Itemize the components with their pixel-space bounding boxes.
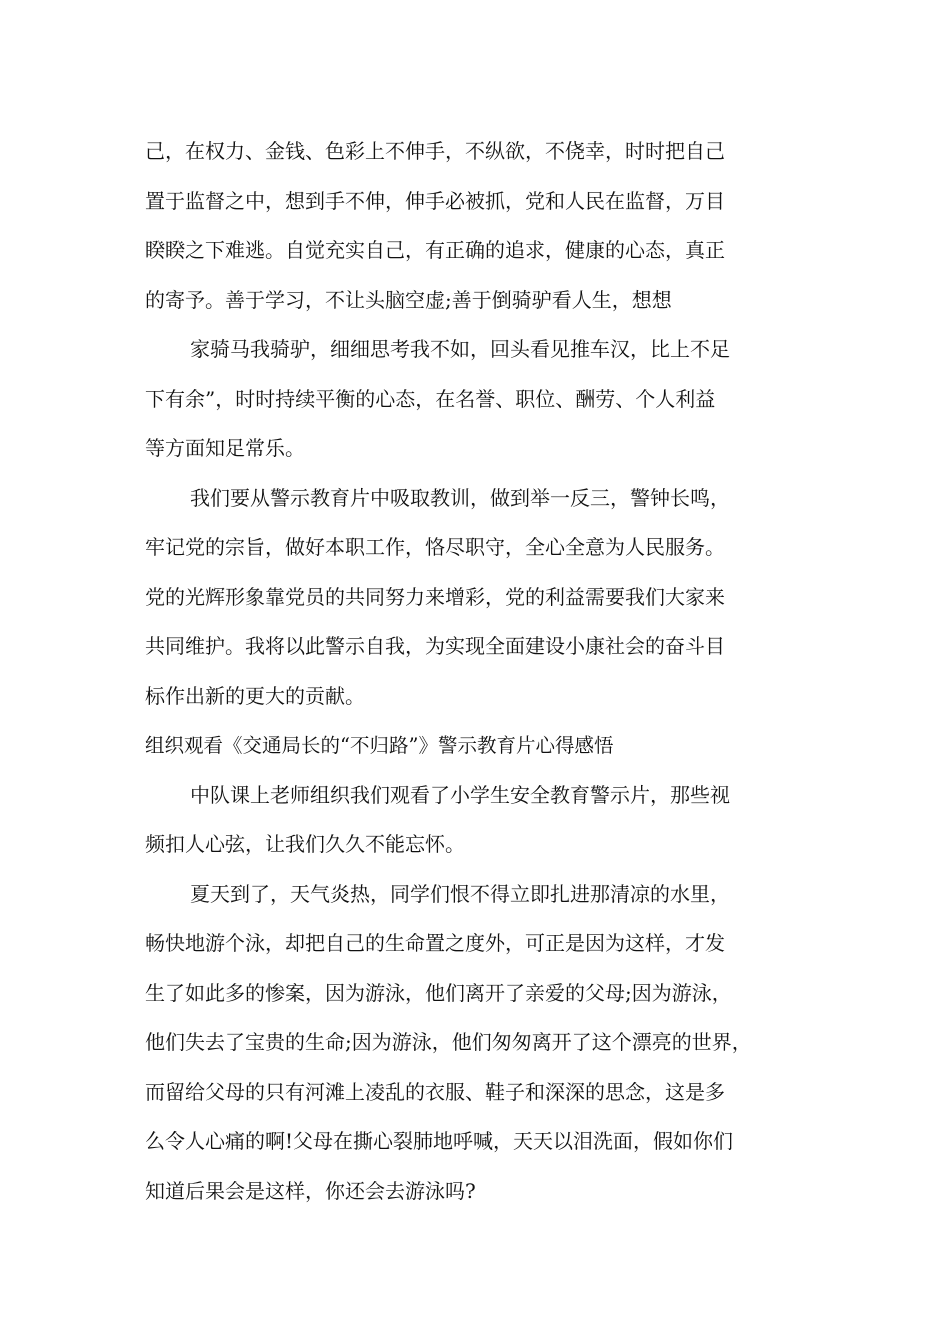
text-line: 等方面知足常乐。 [145, 436, 305, 460]
text-line: 的寄予。善于学习，不让头脑空虚;善于倒骑驴看人生，想想 [145, 287, 672, 312]
document-body [145, 127, 835, 1216]
section-heading: 组织观看《交通局长的“不归路”》警示教育片心得感悟 [145, 734, 614, 757]
text-line: 党的光辉形象靠党员的共同努力来增彩，党的利益需要我们大家来 [145, 584, 725, 609]
text-line: 牢记党的宗旨，做好本职工作，恪尽职守，全心全意为人民服务。 [145, 535, 725, 559]
paragraph-first-line: 我们要从警示教育片中吸取教训，做到举一反三，警钟长鸣， [190, 485, 730, 510]
text-line: 么令人心痛的啊!父母在撕心裂肺地呼喊，天天以泪洗面，假如你们 [145, 1129, 734, 1153]
text-line: 频扣人心弦，让我们久久不能忘怀。 [145, 832, 465, 856]
text-line: 共同维护。我将以此警示自我，为实现全面建设小康社会的奋斗目 [145, 634, 725, 658]
paragraph-first-line: 中队课上老师组织我们观看了小学生安全教育警示片，那些视 [190, 782, 730, 807]
paragraph-first-line: 夏天到了，天气炎热，同学们恨不得立即扎进那清凉的水里， [190, 881, 730, 906]
text-line: 标作出新的更大的贡献。 [145, 683, 365, 708]
text-line: 知道后果会是这样，你还会去游泳吗? [145, 1178, 476, 1203]
text-line: 生了如此多的惨案，因为游泳，他们离开了亲爱的父母;因为游泳， [145, 980, 732, 1005]
text-line: 置于监督之中，想到手不伸，伸手必被抓，党和人民在监督，万目 [145, 188, 725, 213]
text-line: 睽睽之下难逃。自觉充实自己，有正确的追求，健康的心态，真正 [145, 238, 725, 262]
text-line: 而留给父母的只有河滩上凌乱的衣服、鞋子和深深的思念，这是多 [145, 1079, 725, 1104]
text-line: 下有余”，时时持续平衡的心态，在名誉、职位、酬劳、个人利益 [145, 386, 716, 411]
paragraph-first-line: 家骑马我骑驴，细细思考我不如，回头看见推车汉，比上不足 [190, 337, 730, 361]
text-line: 他们失去了宝贵的生命;因为游泳，他们匆匆离开了这个漂亮的世界， [145, 1030, 752, 1054]
text-line: 畅快地游个泳，却把自己的生命置之度外，可正是因为这样，才发 [145, 931, 725, 955]
text-line: 己，在权力、金钱、色彩上不伸手，不纵欲，不侥幸，时时把自己 [145, 139, 725, 163]
